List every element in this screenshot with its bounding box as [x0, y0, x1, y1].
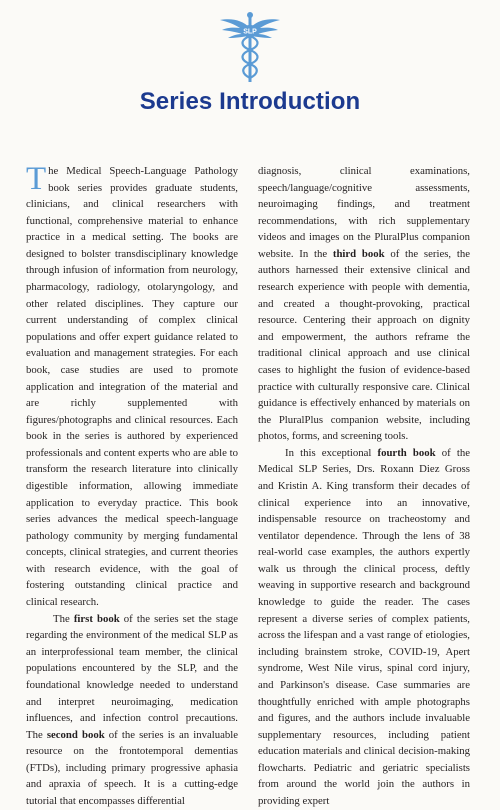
left-column: [26, 163, 238, 810]
paragraph-books: [26, 611, 238, 810]
paragraph-intro: [26, 163, 238, 611]
text-run: of the series set the stage regarding the environment of the medical SLP as an interprofessional team member, the clinical populations encountered by the SLP, and the foundational knowledge needed to understand and interpret neuroimaging, medication influences, and infection control precautions. The: [26, 612, 238, 741]
caduceus-icon: [218, 6, 282, 86]
text-run: diagnosis, clinical examinations, speech/language/cognitive assessments, neuroimaging findings, and treatment recommendations, with rich supplementary videos and images on the PluralPlus companion website. In the: [258, 165, 470, 260]
text-run: The: [53, 612, 74, 625]
page-title: Series Introduction: [139, 88, 361, 115]
paragraph-intro-text: he Medical Speech-Language Pathology book series provides graduate students, clinicians, and clinical researchers with functional, comprehensive material to enhance practice in a medical setting. The books are designed to bolster transdisciplinary knowledge through infusion of information from neurology, pharmacology, radiology, otolaryngology, and other related disciplines. They capture our current understanding of complex clinical populations and offer expert guidance related to evaluation and management strategies. For each book, case studies are used to promote application and integration of the material and are richly supplemented with figures/photographs and clinical resources. Each book in the series is authored by experienced professionals and content experts who are able to transform the research literature into clinically digestible information, allowing immediate application to everyday practice. This book series advances the medical speech-language pathology community by merging fundamental concepts, clinical strategies, and current theories with research evidence, with the goal of fostering outstanding clinical practice and clinical research.: [26, 165, 238, 609]
text-run: of the series, the authors harnessed their extensive clinical and research experience with people with dementia, and created a thought-provoking, practical resource. Centering their approach on dignity and empowerment, the authors reframe the traditional clinical approach and use clinical cases to highlight the fusion of evidence-based practice with culturally responsive care. Clinical guidance is effectively enhanced by materials on the PluralPlus companion website, including photos, forms, and screening tools.: [258, 247, 470, 443]
paragraph-books-cont: [258, 163, 470, 445]
right-column: [258, 163, 470, 810]
bold-first-book: first book: [73, 612, 120, 625]
text-run: of the series is an invaluable resource on the frontotemporal dementias (FTDs), including primary progressive aphasia and apraxia of speech. It is a cutting-edge tutorial that encompasses differential: [26, 728, 238, 807]
bold-second-book: second book: [46, 728, 105, 741]
drop-cap: T: [26, 161, 47, 197]
bold-third-book: third book: [332, 247, 385, 260]
paragraph-fourth-book: [258, 445, 470, 810]
text-run: In this exceptional: [285, 446, 378, 459]
bold-fourth-book: fourth book: [377, 446, 436, 459]
text-run: of the Medical SLP Series, Drs. Roxann Diez Gross and Kristin A. King transform their decades of clinical experience into an innovative, indispensable resource on tracheostomy and ventilator dependence. Through the lens of 38 real-world case examples, the authors expertly walk us through the clinical process, deftly weaving in supportive research and background knowledge to guide the reader. The cases represent a diverse series of complex patients, across the lifespan and a vast range of etiologies, including brainstem stroke, COVID-19, Apert syndrome, West Nile virus, spinal cord injury, and Parkinson's disease. Case summaries are thoughtfully enriched with ample photographs and figures, and the authors include invaluable supplementary resources, including patient education materials and clinical decision-making flowcharts. Pediatric and geriatric specialists from around the world join the authors in providing expert: [258, 446, 470, 807]
logo-label: SLP: [243, 28, 257, 36]
